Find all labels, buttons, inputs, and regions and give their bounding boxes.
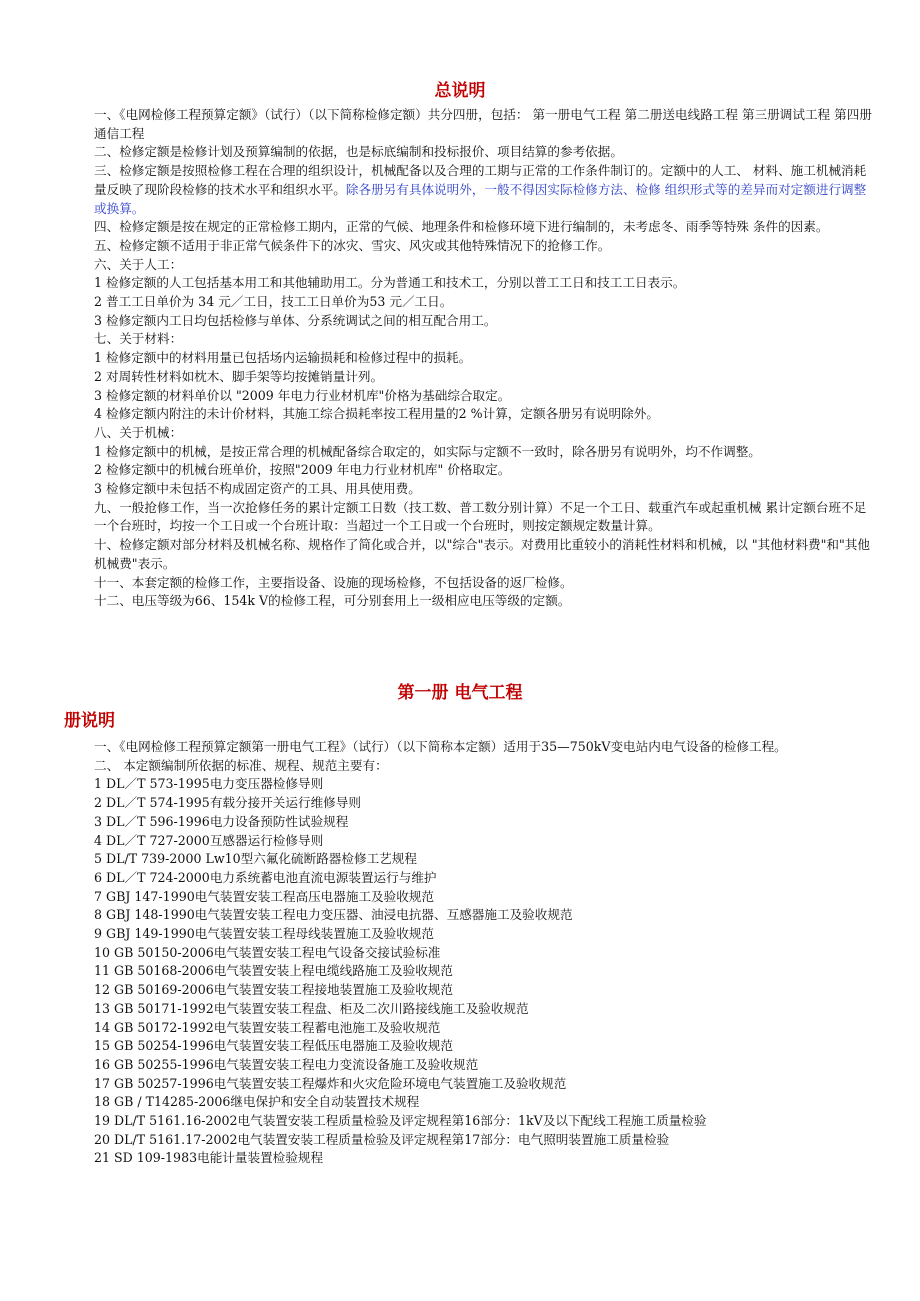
standard-item: 4 DL／T 727-2000互感器运行检修导则 <box>94 832 324 848</box>
standard-item: 19 DL/T 5161.16-2002电气装置安装工程质量检验及评定规程第16部分：1kV及以下配线工程施工质量检验 <box>94 1113 707 1129</box>
standard-item: 17 GB 50257-1996电气装置安装工程爆炸和火灾危险环境电气装置施工及验收规范 <box>94 1075 567 1091</box>
paragraph-text: 三、检修定额是按照检修工程在合理的组织设计，机械配备以及合理的工期与正常的工作条件制订的。定额中的人工、 材料、施工机械消耗量反映了现阶段检修的技术水平和组织水平。 <box>94 163 867 197</box>
paragraph: 2 检修定额中的机械台班单价，按照"2009 年电力行业材机库" 价格取定。 <box>94 462 511 478</box>
paragraph: 1 检修定额中的材料用量已包括场内运输损耗和检修过程中的损耗。 <box>94 350 472 366</box>
standard-item: 5 DL/T 739-2000 Lw10型六氟化硫断路器检修工艺规程 <box>94 851 417 867</box>
standard-item: 13 GB 50171-1992电气装置安装工程盘、柜及二次川路接线施工及验收规范 <box>94 1000 529 1016</box>
paragraph: 3 检修定额的材料单价以 "2009 年电力行业材机库"价格为基础综合取定。 <box>94 387 511 403</box>
volume-subtitle: 册说明 <box>64 711 115 731</box>
standard-item: 8 GBJ 148-1990电气装置安装工程电力变压器、油浸电抗器、互感器施工及验收规范 <box>94 907 573 923</box>
standard-item: 6 DL／T 724-2000电力系统蓄电池直流电源装置运行与维护 <box>94 869 437 885</box>
standard-item: 20 DL/T 5161.17-2002电气装置安装工程质量检验及评定规程第17部分：电气照明装置施工质量检验 <box>94 1131 670 1147</box>
general-body <box>64 106 874 611</box>
paragraph: 2 普工工日单价为 34 元／工日，技工工日单价为53 元／工日。 <box>94 294 453 310</box>
standard-item: 10 GB 50150-2006电气装置安装工程电气设备交接试验标准 <box>94 944 441 960</box>
paragraph: 一、《电网检修工程预算定额》（试行）（以下简称检修定额）共分四册，包括： 第一册电气工程 第二册送电线路工程 第三册调试工程 第四册通信工程 <box>94 107 872 141</box>
volume-body <box>64 738 874 1168</box>
standard-item: 11 GB 50168-2006电气装置安装上程电缆线路施工及验收规范 <box>94 963 453 979</box>
volume-title: 第一册 电气工程 <box>397 683 523 703</box>
paragraph: 二、检修定额是检修计划及预算编制的依据，也是标底编制和投标报价、项目结算的参考依据。 <box>94 144 623 160</box>
paragraph: 九、一般抢修工作，当一次抢修任务的累计定额工日数（技工数、普工数分别计算）不足一个工日、载重汽车或起重机械 累计定额台班不足一个台班时，均按一个工日或一个台班计取：当超过一个工日或一个台班时，则按定额规定数量计算。 <box>94 499 867 534</box>
paragraph: 十一、本套定额的检修工作，主要指设备、设施的现场检修，不包括设备的返厂检修。 <box>94 574 573 590</box>
standard-item: 14 GB 50172-1992电气装置安装工程蓄电池施工及验收规范 <box>94 1019 441 1035</box>
paragraph: 六、关于人工： <box>94 256 183 272</box>
highlighted-text: 除各册另有具体说明外，一般不得因实际检修方法、检修 组织形式等的差异而对定额进行调整或换算。 <box>94 181 867 216</box>
standard-item: 18 GB / T14285-2006继电保护和安全自动装置技术规程 <box>94 1094 420 1110</box>
standard-item: 21 SD 109-1983电能计量装置检验规程 <box>94 1150 324 1166</box>
standards-list <box>64 775 874 1168</box>
paragraph: 五、检修定额不适用于非正常气候条件下的冰灾、雪灾、风灾或其他特殊情况下的抢修工作。 <box>94 237 611 253</box>
paragraph: 3 检修定额内工日均包括检修与单体、分系统调试之间的相互配合用工。 <box>94 312 497 328</box>
paragraph: 七、关于材料： <box>94 331 183 347</box>
paragraph: 十二、电压等级为66、154k V的检修工程，可分别套用上一级相应电压等级的定额。 <box>94 593 571 609</box>
standard-item: 15 GB 50254-1996电气装置安装工程低压电器施工及验收规范 <box>94 1038 453 1054</box>
paragraph: 十、检修定额对部分材料及机械名称、规格作了简化或合并，以"综合"表示。对费用比重较小的消耗性材料和机械，以 "其他材料费"和"其他机械费"表示。 <box>94 537 870 571</box>
standard-item: 9 GBJ 149-1990电气装置安装工程母线装置施工及验收规范 <box>94 926 435 942</box>
standard-item: 12 GB 50169-2006电气装置安装工程接地装置施工及验收规范 <box>94 982 453 998</box>
paragraph: 4 检修定额内附注的未计价材料，其施工综合损耗率按工程用量的2 %计算，定额各册另有说明除外。 <box>94 406 659 422</box>
standard-item: 2 DL／T 574-1995有载分接开关运行维修导则 <box>94 795 361 811</box>
paragraph: 2 对周转性材料如枕木、脚手架等均按摊销量计列。 <box>94 368 384 384</box>
standard-item: 7 GBJ 147-1990电气装置安装工程高压电器施工及验收规范 <box>94 888 435 904</box>
paragraph <box>64 162 874 218</box>
standard-item: 16 GB 50255-1996电气装置安装工程电力变流设备施工及验收规范 <box>94 1056 479 1072</box>
paragraph: 3 检修定额中未包括不构成固定资产的工具、用具使用费。 <box>94 481 421 497</box>
paragraph: 四、检修定额是按在规定的正常检修工期内，正常的气候、地理条件和检修环境下进行编制的，未考虑冬、雨季等特殊 条件的因素。 <box>94 219 829 235</box>
paragraph: 1 检修定额中的机械，是按正常合理的机械配备综合取定的，如实际与定额不一致时，除各册另有说明外，均不作调整。 <box>94 443 761 459</box>
paragraph: 二、 本定额编制所依据的标准、规程、规范主要有： <box>94 757 388 773</box>
paragraph: 八、关于机械： <box>94 424 183 440</box>
paragraph: 1 检修定额的人工包括基本用工和其他辅助用工。分为普通工和技术工，分别以普工工日和技工工日表示。 <box>94 275 686 291</box>
standard-item: 3 DL／T 596-1996电力设备预防性试验规程 <box>94 813 349 829</box>
paragraph: 一、《电网检修工程预算定额第一册电气工程》（试行）（以下简称本定额）适用于35—750kV变电站内电气设备的检修工程。 <box>94 739 787 754</box>
general-title: 总说明 <box>434 81 486 101</box>
standard-item: 1 DL／T 573-1995电力变压器检修导则 <box>94 776 324 792</box>
